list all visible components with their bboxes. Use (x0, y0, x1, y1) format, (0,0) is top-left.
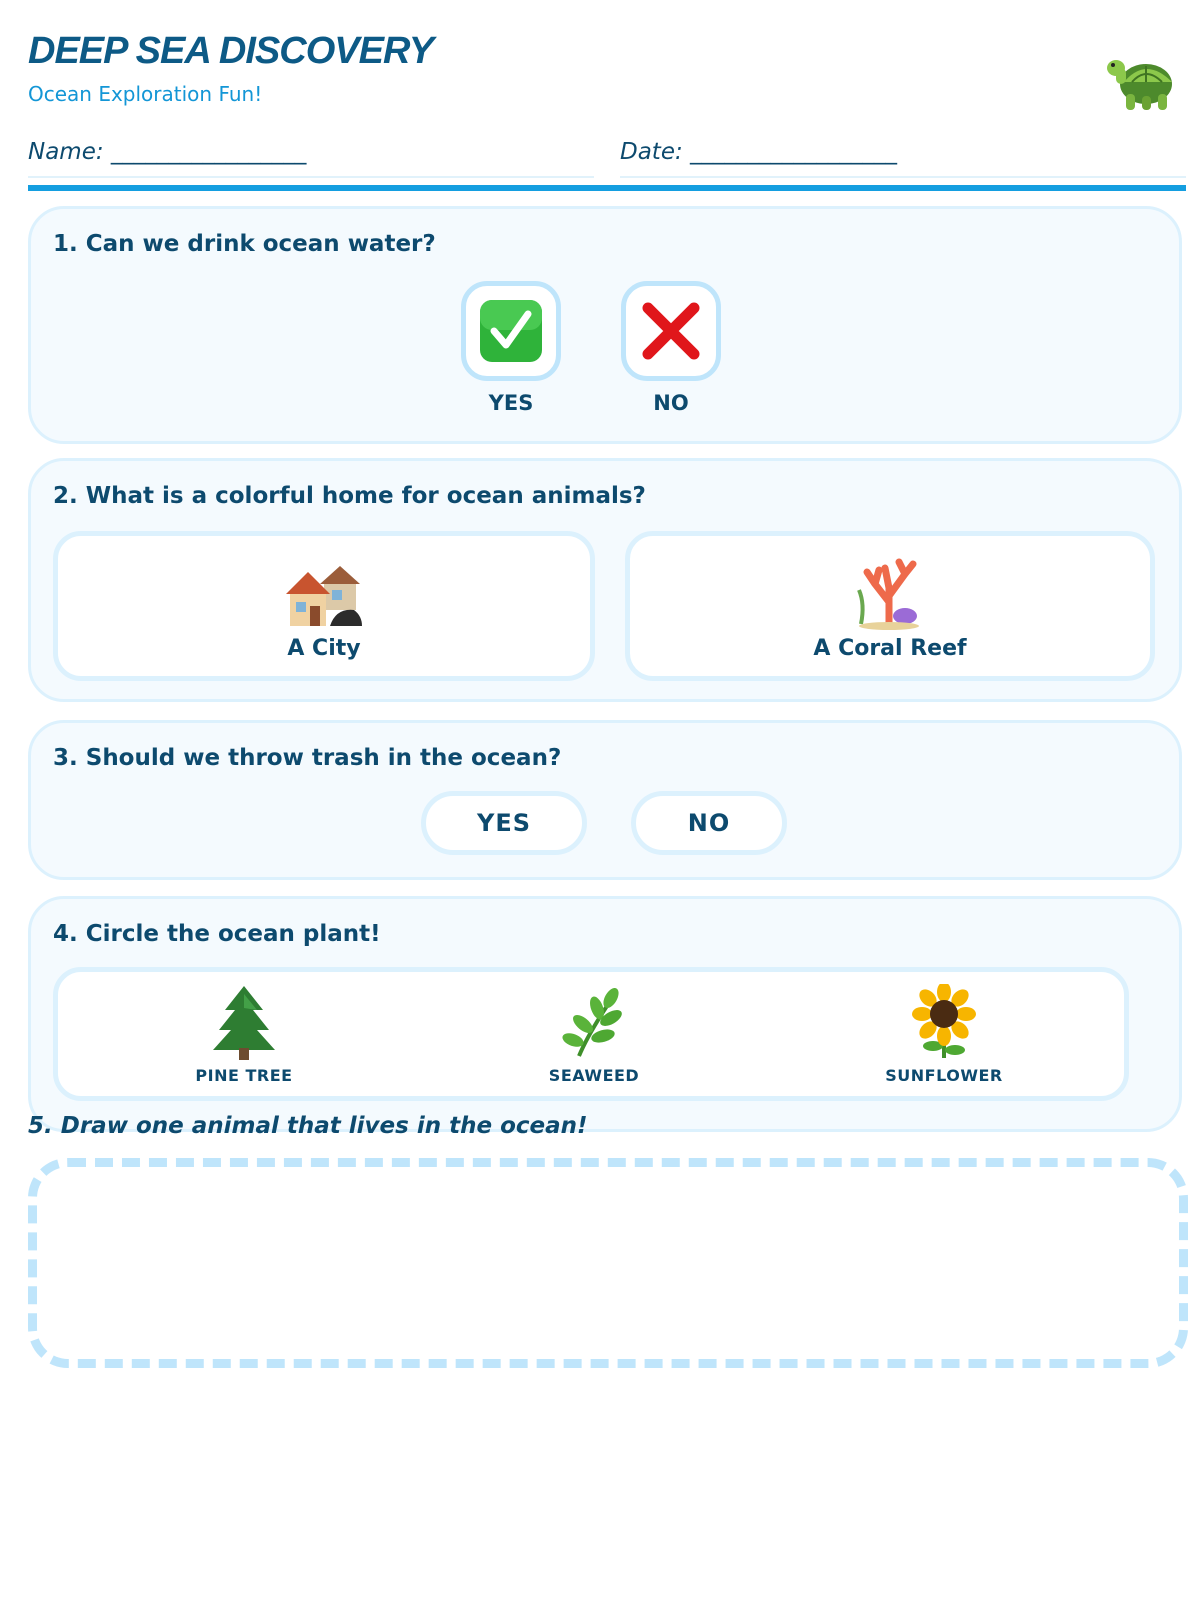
question-3-card (28, 720, 1182, 880)
question-3-text: 3. Should we throw trash in the ocean? (53, 745, 562, 771)
pine-tree-icon (209, 984, 279, 1060)
q2-option-coral-reef[interactable] (625, 531, 1155, 681)
name-field[interactable]: Name: _________________ (28, 132, 594, 178)
question-1-card (28, 206, 1182, 444)
q2-coral-reef-label: A Coral Reef (813, 636, 967, 661)
seaweed-icon (559, 984, 629, 1060)
question-5-text: 5. Draw one animal that lives in the ocean! (28, 1113, 588, 1139)
q3-yes-button[interactable]: YES (421, 791, 587, 855)
question-2-text: 2. What is a colorful home for ocean animals? (53, 483, 646, 509)
q4-option-seaweed[interactable] (494, 984, 694, 1085)
drawing-area[interactable] (28, 1158, 1188, 1368)
q2-option-city[interactable] (53, 531, 595, 681)
question-4-text: 4. Circle the ocean plant! (53, 921, 381, 947)
date-field[interactable]: Date: __________________ (620, 132, 1186, 178)
page-subtitle: Ocean Exploration Fun! (28, 82, 263, 106)
q1-yes-label: YES (488, 391, 534, 415)
q1-yes-button[interactable] (461, 281, 561, 381)
header-divider (28, 185, 1186, 191)
green-check-icon (478, 298, 544, 364)
q4-seaweed-label: SEAWEED (548, 1066, 640, 1085)
red-x-icon (640, 300, 702, 362)
q1-no-button[interactable] (621, 281, 721, 381)
q4-sunflower-label: SUNFLOWER (885, 1066, 1003, 1085)
turtle-icon (1102, 46, 1178, 116)
sunflower-icon (909, 984, 979, 1060)
page-title: DEEP SEA DISCOVERY (28, 30, 434, 72)
question-4-card (28, 896, 1182, 1132)
q2-city-label: A City (287, 636, 361, 661)
q3-no-button[interactable]: NO (631, 791, 787, 855)
q4-options-row (53, 967, 1129, 1101)
houses-icon (284, 554, 364, 630)
q4-pine-tree-label: PINE TREE (195, 1066, 293, 1085)
q4-option-sunflower[interactable] (844, 984, 1044, 1085)
question-2-card (28, 458, 1182, 702)
coral-icon (855, 554, 925, 630)
q1-no-label: NO (653, 391, 689, 415)
q4-option-pine-tree[interactable] (144, 984, 344, 1085)
question-1-text: 1. Can we drink ocean water? (53, 231, 436, 257)
